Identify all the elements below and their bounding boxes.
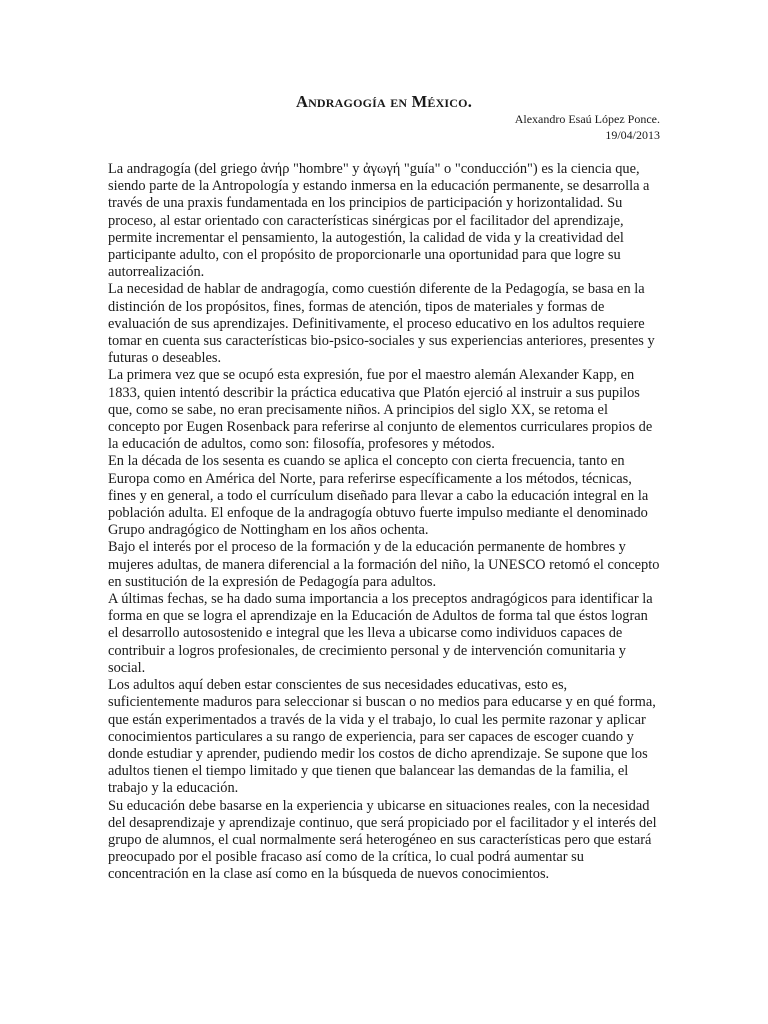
paragraph: La necesidad de hablar de andragogía, como cuestión diferente de la Pedagogía, se basa en la distinción de los propósitos, fines, formas de atención, tipos de materiales y formas de evaluación de sus aprendizajes. Definitivamente, el proceso educativo en los adultos requiere tomar en cuenta sus características bio-psico-sociales y sus experiencias anteriores, presentes y futuras o deseables. (108, 281, 655, 367)
paragraph: En la década de los sesenta es cuando se aplica el concepto con cierta frecuencia, tanto en Europa como en América del Norte, para referirse específicamente a los métodos, técnicas, fines y en general, a todo el currículum diseñado para llevar a cabo la educación integral en la población adulta. El enfoque de la andragogía obtuvo fuerte impulso mediante el denominado Grupo andragógico de Nottingham en los años ochenta. (108, 453, 649, 539)
author-name: Alexandro Esaú López Ponce. (514, 112, 660, 126)
paragraph: Bajo el interés por el proceso de la formación y de la educación permanente de hombres y mujeres adultas, de manera diferencial a la formación del niño, la UNESCO retomó el concepto en sustitución de la expresión de Pedagogía para adultos. (108, 539, 660, 590)
document-date: 19/04/2013 (605, 128, 660, 142)
paragraph: A últimas fechas, se ha dado suma importancia a los preceptos andragógicos para identificar la forma en que se logra el aprendizaje en la Educación de Adultos de forma tal que éstos logran el desarrollo autosostenido e integral que les lleva a ubicarse como individuos capaces de contribuir a logros profesionales, de crecimiento personal y de intervención comunitaria y social. (108, 591, 653, 676)
document-body (108, 161, 660, 884)
document-title: Andragogía en México. (295, 92, 473, 111)
paragraph: Su educación debe basarse en la experiencia y ubicarse en situaciones reales, con la necesidad del desaprendizaje y aprendizaje continuo, que será propiciado por el facilitador y el interés del grupo de alumnos, el cual normalmente será heterogéneo en sus características pero que estará preocupado por el posible fracaso así como de la crítica, lo cual podrá aumentar su concentración en la clase así como en la búsqueda de nuevos conocimientos. (108, 797, 657, 883)
paragraph: La andragogía (del griego ἀνήρ "hombre" y ἀγωγή "guía" o "conducción") es la ciencia que, siendo parte de la Antropología y estando inmersa en la educación permanente, se desarrolla a través de una praxis fundamentada en los principios de participación y horizontalidad. Su proceso, al estar orientado con características sinérgicas por el facilitador del aprendizaje, permite incrementar el pensamiento, la autogestión, la calidad de vida y la creatividad del participante adulto, con el propósito de proporcionarle una oportunidad para que logre su autorrealización. (108, 161, 650, 281)
document-meta (515, 111, 660, 143)
paragraph: Los adultos aquí deben estar conscientes de sus necesidades educativas, esto es, suficientemente maduros para seleccionar si buscan o no medios para educarse y en qué forma, que están experimentados a través de la vida y el trabajo, lo cual les permite razonar y aplicar conocimientos particulares a su rango de experiencia, para ser capaces de escoger cuando y donde estudiar y aprender, pudiendo medir los costos de dicho aprendizaje. Se supone que los adultos tienen el tiempo limitado y que tienen que balancear las demandas de la familia, el trabajo y la educación. (108, 677, 656, 797)
paragraph: La primera vez que se ocupó esta expresión, fue por el maestro alemán Alexander Kapp, en 1833, quien intentó describir la práctica educativa que Platón ejerció al instruir a sus pupilos que, como se sabe, no eran precisamente niños. A principios del siglo XX, se retoma el concepto por Eugen Rosenback para referirse al conjunto de elementos curriculares propios de la educación de adultos, como son: filosofía, profesores y métodos. (108, 367, 653, 453)
